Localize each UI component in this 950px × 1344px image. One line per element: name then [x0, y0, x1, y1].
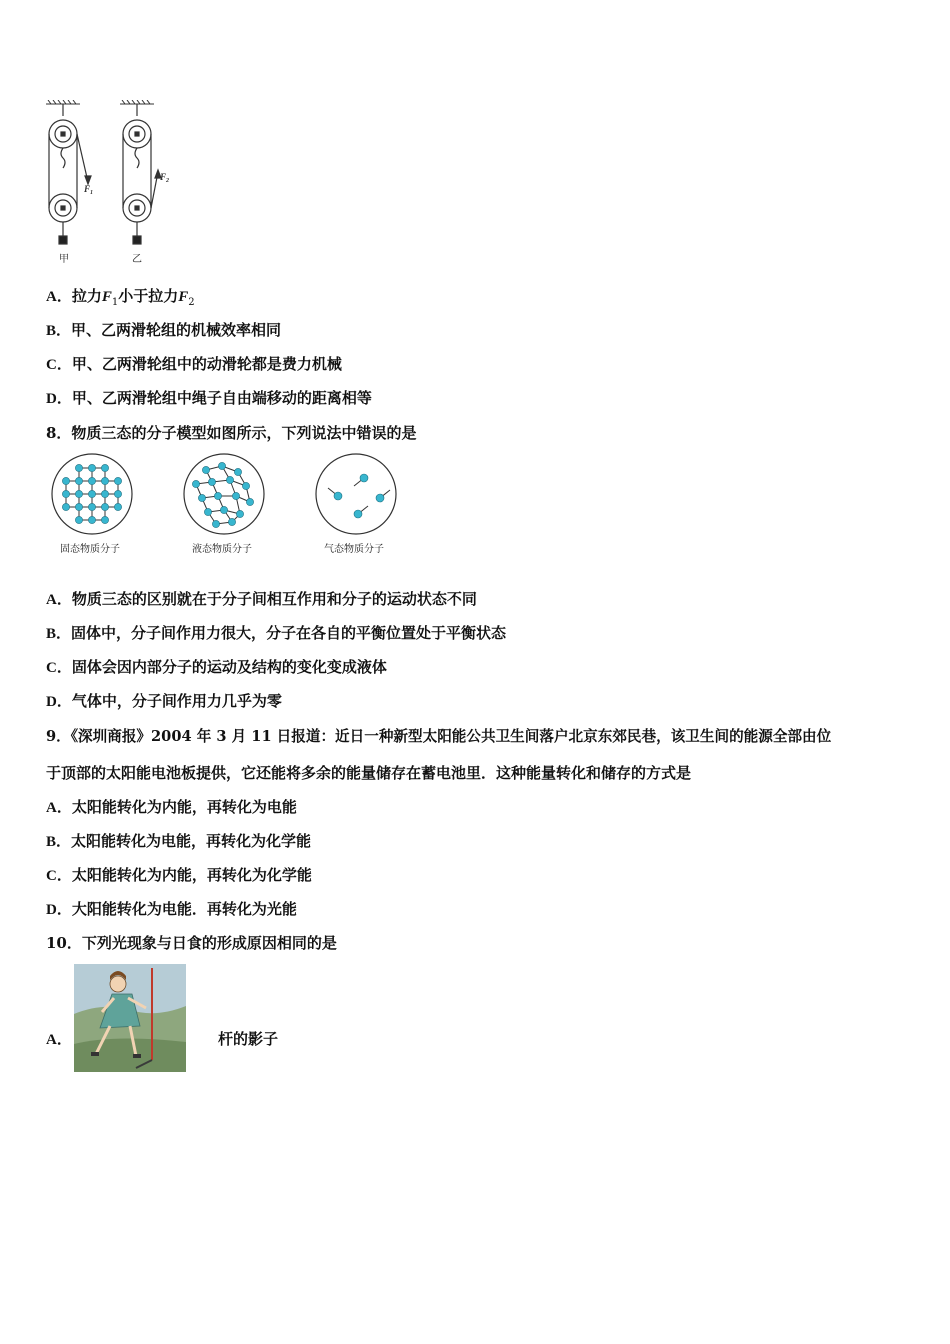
option-text: 固体会因内部分子的运动及结构的变化变成液体 — [71, 658, 387, 676]
q7-option-a — [46, 286, 195, 313]
q9-stem-line2: 于顶部的太阳能电池板提供，它还能将多余的能量储存在蓄电池里．这种能量转化和储存的方式是 — [46, 764, 692, 782]
option-letter: C． — [46, 357, 72, 373]
molecule — [101, 477, 108, 484]
molecule — [88, 464, 95, 471]
molecule — [242, 482, 249, 489]
q8-option-b — [46, 623, 506, 644]
option-letter: C． — [46, 660, 72, 676]
molecule — [114, 503, 121, 510]
pulley-system-yi — [123, 104, 161, 244]
molecule — [212, 520, 219, 527]
liquid-model — [184, 454, 264, 534]
molecule — [62, 503, 69, 510]
molecule — [232, 492, 239, 499]
solid-model — [52, 454, 132, 534]
label-jia: 甲 — [59, 254, 69, 265]
option-letter: A． — [46, 289, 72, 305]
molecule — [360, 474, 368, 482]
molecule — [62, 477, 69, 484]
pulley-system-jia — [49, 104, 94, 244]
q8-stem: 8．物质三态的分子模型如图所示，下列说法中错误的是 — [46, 424, 417, 442]
caption-gas: 气态物质分子 — [324, 544, 384, 555]
q9-option-c — [46, 865, 312, 886]
molecule — [88, 516, 95, 523]
molecule — [246, 498, 253, 505]
molecule — [88, 503, 95, 510]
option-text: 固体中，分子间作用力很大，分子在各自的平衡位置处于平衡状态 — [71, 624, 507, 642]
molecule — [101, 464, 108, 471]
molecule-model-figure — [46, 452, 406, 562]
q9-stem-line1: 9．《深圳商报》2004 年 3 月 11 日报道：近日一种新型太阳能公共卫生间落户北京东郊民巷，该卫生间的能源全部由位 — [46, 728, 832, 745]
molecule — [75, 516, 82, 523]
molecule — [192, 480, 199, 487]
option-letter: C． — [46, 868, 72, 884]
q10-option-a-letter — [46, 1029, 72, 1050]
ceiling-yi — [120, 100, 154, 104]
q7-option-d — [46, 388, 372, 409]
molecule — [354, 510, 362, 518]
var-f2: F — [178, 289, 189, 305]
option-text: 物质三态的区别就在于分子间相互作用和分子的运动状态不同 — [71, 590, 477, 608]
option-letter: D． — [46, 902, 72, 918]
option-text: 太阳能转化为内能，再转化为电能 — [71, 798, 297, 816]
caption-solid: 固态物质分子 — [60, 544, 120, 555]
molecule — [88, 477, 95, 484]
molecule — [114, 490, 121, 497]
molecule — [376, 494, 384, 502]
molecule — [214, 492, 221, 499]
option-text-pre: 拉力 — [71, 287, 102, 305]
molecule — [226, 476, 233, 483]
q10-stem: 10．下列光现象与日食的形成原因相同的是 — [46, 934, 337, 952]
label-yi: 乙 — [132, 254, 142, 265]
molecule — [208, 478, 215, 485]
pole-shadow-illustration — [74, 964, 186, 1072]
option-text: 太阳能转化为电能，再转化为化学能 — [71, 832, 312, 850]
option-letter: D． — [46, 694, 72, 710]
option-letter: B． — [46, 834, 72, 850]
q7-option-b — [46, 320, 281, 341]
molecule — [334, 492, 342, 500]
var-f1: F — [101, 289, 112, 305]
molecule — [236, 510, 243, 517]
molecule — [220, 506, 227, 513]
molecule — [75, 464, 82, 471]
sub-2: 2 — [188, 297, 195, 308]
molecule — [218, 462, 225, 469]
option-text-mid: 小于拉力 — [118, 287, 179, 305]
option-text: 大阳能转化为电能．再转化为光能 — [71, 900, 297, 918]
caption-liquid: 液态物质分子 — [192, 544, 252, 555]
force-label-f1: $F_1$ — [84, 184, 94, 196]
molecule — [62, 490, 69, 497]
molecule — [101, 503, 108, 510]
option-letter: A． — [46, 800, 72, 816]
option-text: 气体中，分子间作用力几乎为零 — [71, 692, 282, 710]
molecule — [198, 494, 205, 501]
pulley-figure — [40, 100, 190, 270]
gas-model — [316, 454, 396, 534]
q9-option-d — [46, 899, 297, 920]
option-text: 太阳能转化为内能，再转化为化学能 — [71, 866, 312, 884]
molecule — [234, 468, 241, 475]
q9-option-b — [46, 831, 311, 852]
option-letter: D． — [46, 391, 72, 407]
molecule — [202, 466, 209, 473]
option-text: 甲、乙两滑轮组中绳子自由端移动的距离相等 — [71, 389, 372, 407]
force-label-f2: $F_2$ — [160, 172, 170, 184]
molecule — [101, 490, 108, 497]
molecule — [75, 503, 82, 510]
molecule — [75, 477, 82, 484]
molecule — [114, 477, 121, 484]
option-letter: B． — [46, 626, 72, 642]
q9-option-a — [46, 797, 297, 818]
option-text: 甲、乙两滑轮组中的动滑轮都是费力机械 — [71, 355, 342, 373]
option-letter: B． — [46, 323, 72, 339]
q8-option-a — [46, 589, 477, 610]
q7-option-c — [46, 354, 342, 375]
q8-option-c — [46, 657, 387, 678]
sub-1: 1 — [111, 297, 119, 308]
molecule — [88, 490, 95, 497]
q8-option-d — [46, 691, 282, 712]
molecule — [204, 508, 211, 515]
molecule — [228, 518, 235, 525]
molecule — [75, 490, 82, 497]
option-text: 甲、乙两滑轮组的机械效率相同 — [71, 321, 282, 339]
q10-option-a-text: 杆的影子 — [218, 1030, 279, 1048]
option-letter: A． — [46, 1032, 72, 1048]
molecule — [101, 516, 108, 523]
ceiling-jia — [46, 100, 80, 104]
option-letter: A． — [46, 592, 72, 608]
